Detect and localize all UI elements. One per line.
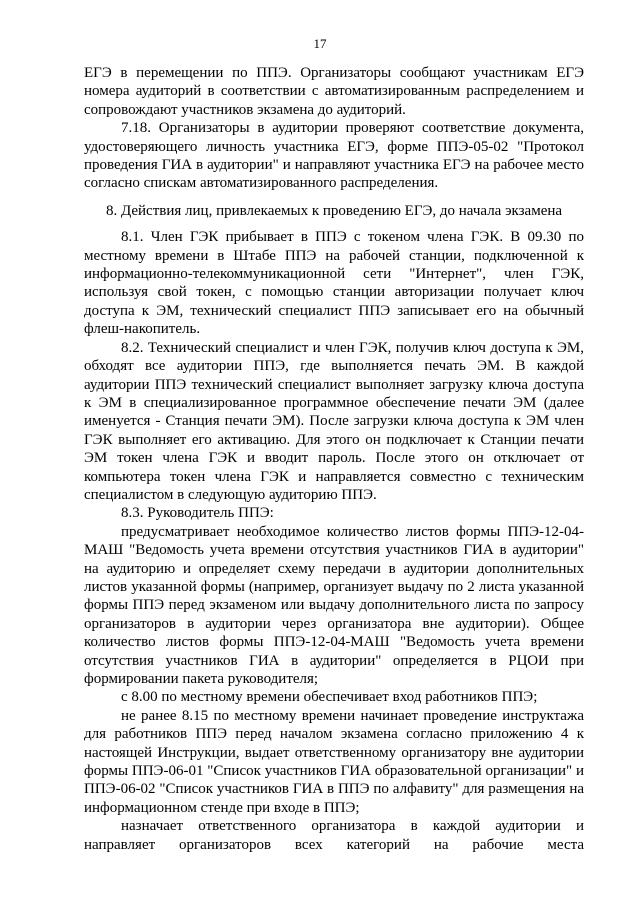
page-body <box>84 64 584 854</box>
section-heading: 8. Действия лиц, привлекаемых к проведению ЕГЭ, до начала экзамена <box>105 202 563 219</box>
paragraph-continuation: ЕГЭ в перемещении по ППЭ. Организаторы сообщают участникам ЕГЭ номера аудиторий в соответствии с автоматизированным распределением и сопровождают участников экзамена до аудиторий. <box>84 65 584 118</box>
list-item-briefing: не ранее 8.15 по местному времени начинает проведение инструктажа для работников ППЭ перед началом экзамена согласно приложению 4 к настоящей Инструкции, выдает ответственному организатору вне аудитории формы ППЭ-06-01 "Список участников ГИА образовательной организации" и ППЭ-06-02 "Список участников ГИА в ППЭ по алфавиту" для размещения на информационном стенде при входе в ППЭ; <box>84 707 584 816</box>
list-item-entry: с 8.00 по местному времени обеспечивает вход работников ППЭ; <box>121 689 538 706</box>
paragraph-7-18: 7.18. Организаторы в аудитории проверяют соответствие документа, удостоверяющего личность участника ЕГЭ, форме ППЭ-05-02 "Протокол проведения ГИА в аудитории" и направляют участника ЕГЭ на рабочее место согласно спискам автоматизированного распределения. <box>84 120 584 192</box>
paragraph-8-1: 8.1. Член ГЭК прибывает в ППЭ с токеном члена ГЭК. В 09.30 по местному времени в Штабе ППЭ на рабочей станции, подключенной к информационно-телекоммуникационной сети "Интернет", член ГЭК, используя свой токен, с помощью станции авторизации получает ключ доступа к ЭМ, технический специалист ППЭ записывает его на обычный флеш-накопитель. <box>84 229 584 338</box>
list-item-forms: предусматривает необходимое количество листов формы ППЭ-12-04-МАШ "Ведомость учета времени отсутствия участников ГИА в аудитории" на аудиторию и определяет схему передачи в аудитории дополнительных листов указанной формы (например, организует выдачу по 2 листа указанной формы ППЭ перед экзаменом или выдачу дополнительного листа по запросу организаторов в аудитории через организатора вне аудитории). Общее количество листов формы ППЭ-12-04-МАШ "Ведомость учета времени отсутствия участников ГИА в аудитории" определяется в РЦОИ при формировании пакета руководителя; <box>84 523 584 687</box>
paragraph-8-2: 8.2. Технический специалист и член ГЭК, получив ключ доступа к ЭМ, обходят все аудитории ППЭ, где выполняется печать ЭМ. В каждой аудитории ППЭ технический специалист выполняет загрузку ключа доступа к ЭМ в специализированное программное обеспечение печати ЭМ (далее именуется - Станция печати ЭМ). После загрузки ключа доступа к ЭМ член ГЭК выполняет его активацию. Для этого он подключает к Станции печати ЭМ токен члена ГЭК и вводит пароль. После этого он отключает от компьютера токен члена ГЭК и направляется совместно с техническим специалистом в следующую аудиторию ППЭ. <box>84 339 584 503</box>
page-number: 17 <box>313 36 327 51</box>
list-item-assign: назначает ответственного организатора в каждой аудитории и направляет организаторов всех категорий на рабочие места <box>84 818 584 853</box>
paragraph-8-3: 8.3. Руководитель ППЭ: <box>121 505 274 522</box>
